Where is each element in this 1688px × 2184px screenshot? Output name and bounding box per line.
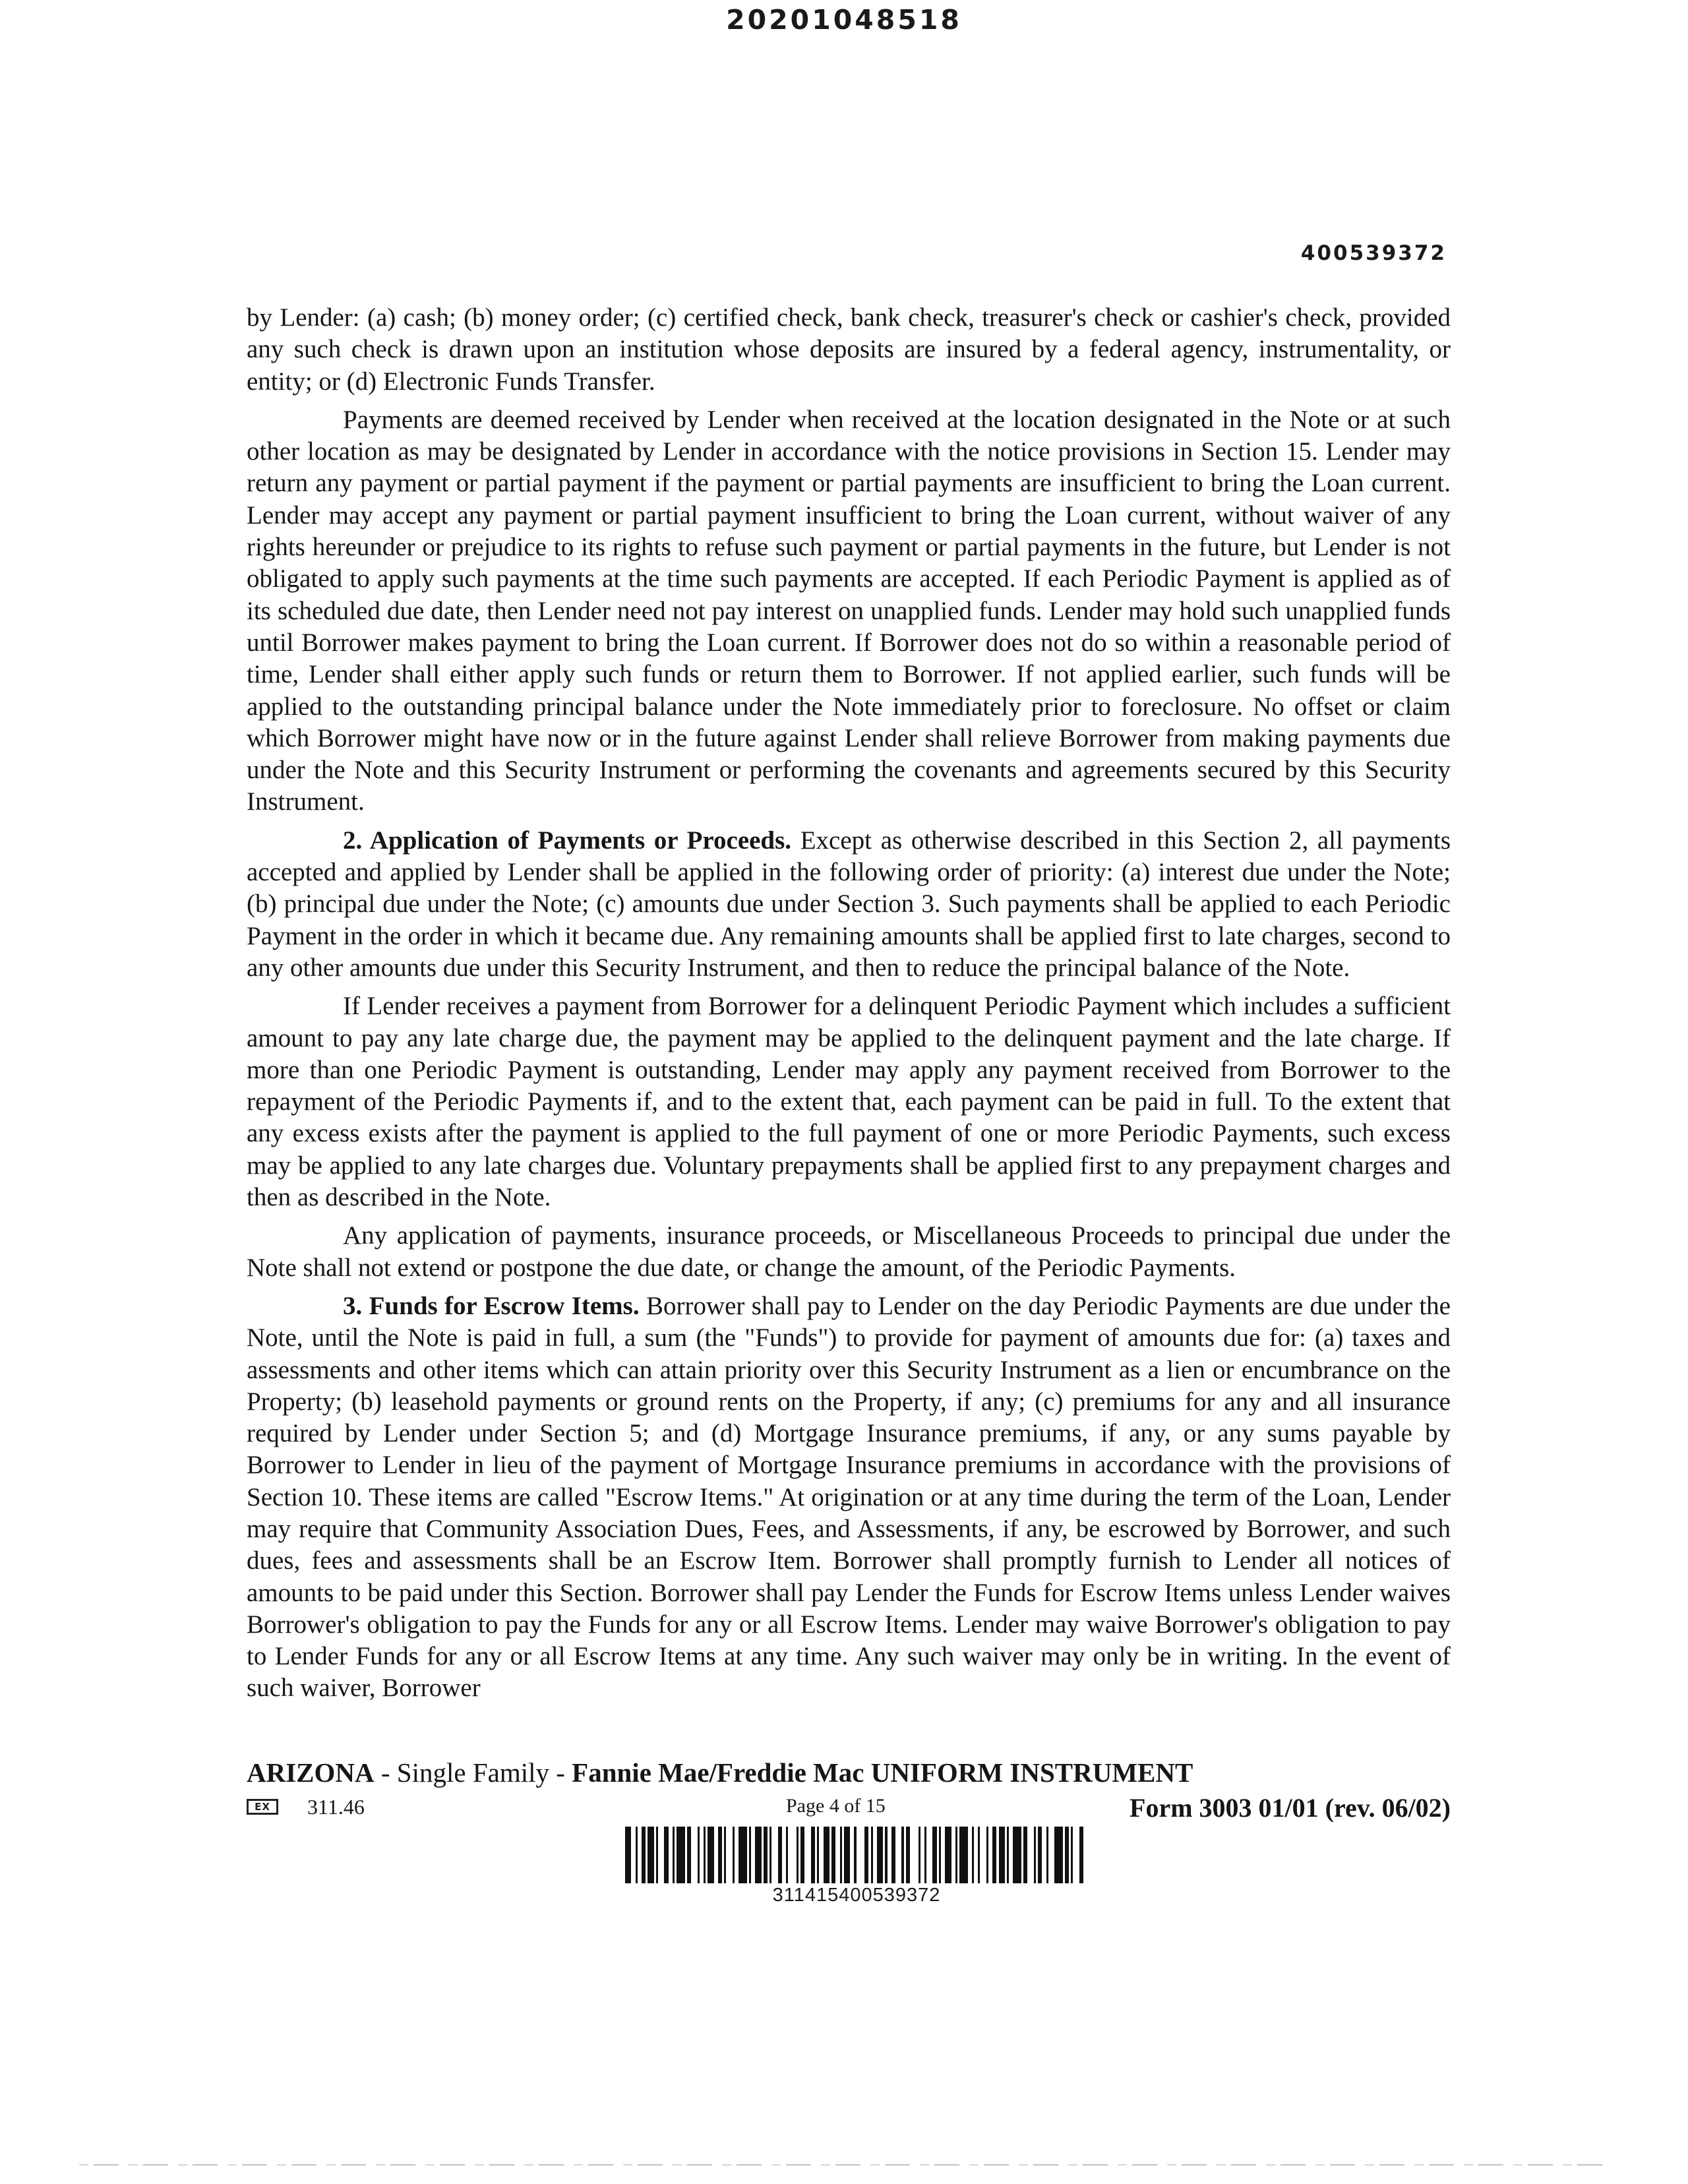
form-state: ARIZONA	[247, 1757, 375, 1788]
form-program: Fannie Mae/Freddie Mac UNIFORM INSTRUMENT	[572, 1757, 1193, 1788]
section-3-heading: 3. Funds for Escrow Items.	[343, 1291, 640, 1320]
section-2-application-of-payments	[247, 825, 1451, 984]
form-code: 311.46	[307, 1795, 365, 1819]
loan-number: 400539372	[1300, 241, 1447, 265]
paragraph-application-to-principal: Any application of payments, insurance proceeds, or Miscellaneous Proceeds to principal due under the Note shall not extend or postpone the due date, or change the amount, of the Periodic Payments.	[247, 1221, 1451, 1282]
page-number: Page 4 of 15	[786, 1795, 886, 1817]
barcode-number: 311415400539372	[772, 1885, 941, 1906]
section-2-text: Except as otherwise described in this Section 2, all payments accepted and applied by Lender shall be applied in the following order of priority: (a) interest due under the Note; (b) principal due under the Note; (c) amounts due under Section 3. Such payments shall be applied to each Periodic Payment in the order in which it became due. Any remaining amounts shall be applied first to late charges, second to any other amounts due under this Security Instrument, and then to reduce the principal balance of the Note.	[247, 826, 1451, 982]
paragraph-payments-received: Payments are deemed received by Lender when received at the location designated in the Note or at such other location as may be designated by Lender in accordance with the notice provisions in Section 15. Lender may return any payment or partial payment if the payment or partial payments are insufficient to bring the Loan current. Lender may accept any payment or partial payment insufficient to bring the Loan current, without waiver of any rights hereunder or prejudice to its rights to refuse such payment or partial payments in the future, but Lender is not obligated to apply such payments at the time such payments are accepted. If each Periodic Payment is applied as of its scheduled due date, then Lender need not pay interest on unapplied funds. Lender may hold such unapplied funds until Borrower makes payment to bring the Loan current. If Borrower does not do so within a reasonable period of time, Lender shall either apply such funds or return them to Borrower. If not applied earlier, such funds will be applied to the outstanding principal balance under the Note immediately prior to foreclosure. No offset or claim which Borrower might have now or in the future against Lender shall relieve Borrower from making payments due under the Note and this Security Instrument or performing the covenants and agreements secured by this Security Instrument.	[247, 405, 1451, 816]
scan-edge-divider	[79, 2164, 1609, 2166]
ex-logo-icon: EX	[247, 1799, 278, 1815]
form-footer-row	[247, 1794, 1451, 1827]
form-number: Form 3003 01/01 (rev. 06/02)	[1130, 1793, 1451, 1823]
barcode-icon	[625, 1827, 1088, 1883]
form-title	[247, 1757, 1193, 1788]
document-body	[247, 302, 1451, 1711]
paragraph-payment-methods: by Lender: (a) cash; (b) money order; (c) certified check, bank check, treasurer's check or cashier's check, provided any such check is drawn upon an institution whose deposits are insured by a federal agency, instrumentality, or entity; or (d) Electronic Funds Transfer.	[247, 303, 1451, 396]
paragraph-delinquent-payment: If Lender receives a payment from Borrower for a delinquent Periodic Payment which includes a sufficient amount to pay any late charge due, the payment may be applied to the delinquent payment and the late charge. If more than one Periodic Payment is outstanding, Lender may apply any payment received from Borrower to the repayment of the Periodic Payments if, and to the extent that, each payment can be paid in full. To the extent that any excess exists after the payment is applied to the full payment of one or more Periodic Payments, such excess may be applied to any late charges due. Voluntary prepayments shall be applied first to any prepayment charges and then as described in the Note.	[247, 992, 1451, 1212]
section-2-heading: 2. Application of Payments or Proceeds.	[343, 826, 792, 855]
section-3-text: Borrower shall pay to Lender on the day Periodic Payments are due under the Note, until the Note is paid in full, a sum (the "Funds") to provide for payment of amounts due for: (a) taxes and assessments and other items which can attain priority over this Security Instrument as a lien or encumbrance on the Property; (b) leasehold payments or ground rents on the Property, if any; (c) premiums for any and all insurance required by Lender under Section 5; and (d) Mortgage Insurance premiums, if any, or any sums payable by Borrower to Lender in lieu of the payment of Mortgage Insurance premiums in accordance with the provisions of Section 10. These items are called "Escrow Items." At origination or at any time during the term of the Loan, Lender may require that Community Association Dues, Fees, and Assessments, if any, be escrowed by Borrower, and such dues, fees and assessments shall be an Escrow Item. Borrower shall promptly furnish to Lender all notices of amounts to be paid under this Section. Borrower shall pay Lender the Funds for Escrow Items unless Lender waives Borrower's obligation to pay the Funds for any or all Escrow Items. Lender may waive Borrower's obligation to pay to Lender Funds for any or all Escrow Items at any time. Any such waiver may only be in writing. In the event of such waiver, Borrower	[247, 1291, 1451, 1703]
recording-number: 20201048518	[726, 4, 962, 36]
form-title-separator: - Single Family -	[374, 1757, 572, 1788]
section-3-funds-for-escrow	[247, 1290, 1451, 1705]
